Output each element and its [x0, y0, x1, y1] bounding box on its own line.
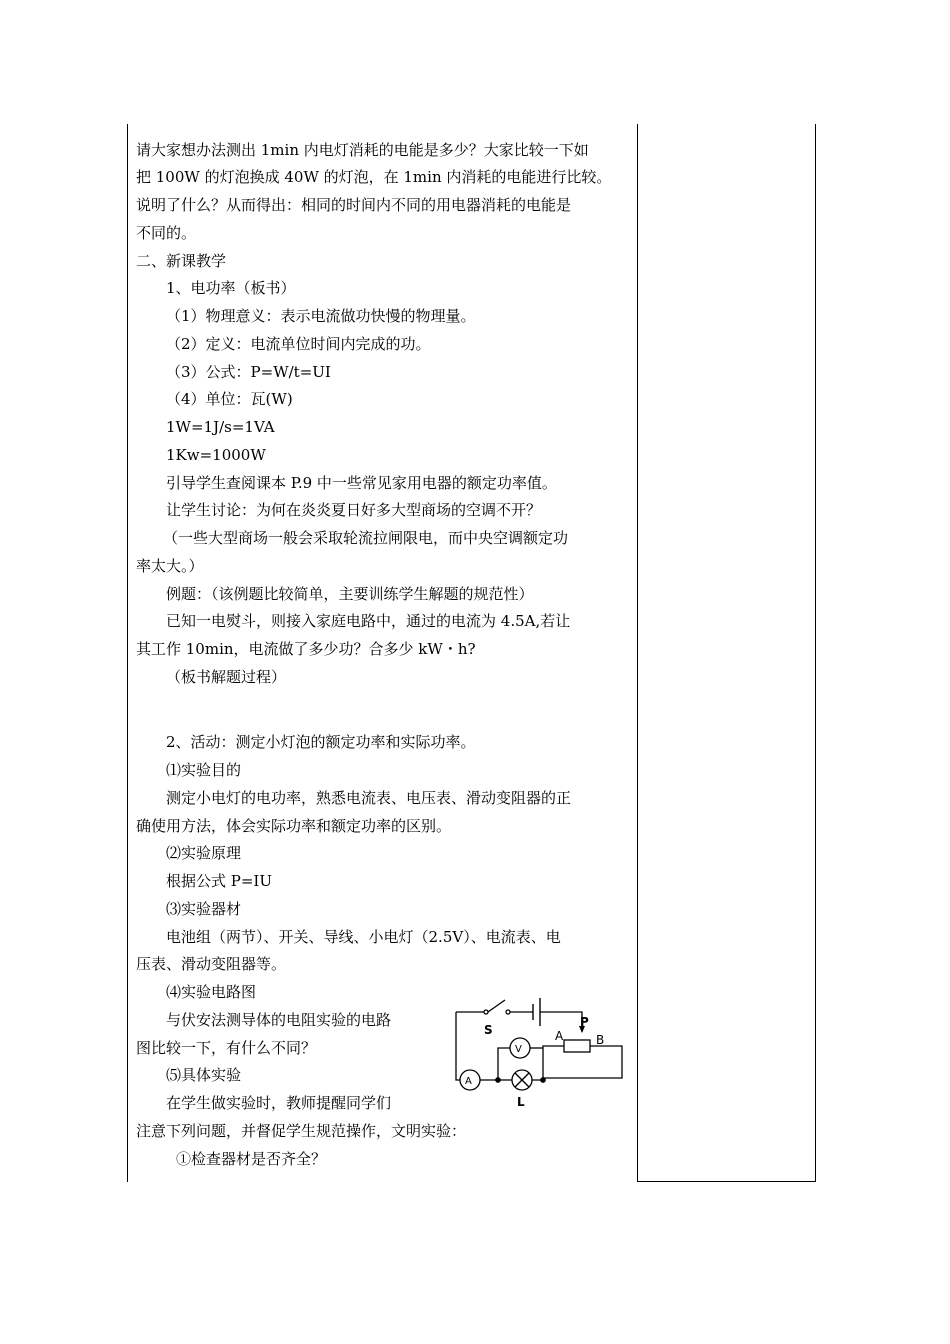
ammeter-label: A — [465, 1076, 472, 1087]
text-line: 压表、滑动变阻器等。 — [136, 955, 287, 973]
text-line: 其工作 10min，电流做了多少功？合多少 kW・h? — [136, 640, 476, 658]
text-line: 把 100W 的灯泡换成 40W 的灯泡，在 1min 内消耗的电能进行比较。 — [136, 168, 612, 186]
text-line: 1Kw=1000W — [166, 446, 266, 464]
text-line: 测定小电灯的电功率，熟悉电流表、电压表、滑动变阻器的正 — [166, 789, 572, 807]
text-line: 电池组（两节）、开关、导线、小电灯（2.5V）、电流表、电 — [166, 928, 561, 946]
text-line: ①检查器材是否齐全？ — [176, 1150, 327, 1168]
circuit-diagram — [452, 992, 632, 1110]
rheostat-end-a-label: A — [555, 1029, 564, 1043]
text-line: 不同的。 — [136, 224, 197, 242]
text-line: 请大家想办法测出 1min 内电灯消耗的电能是多少？大家比较一下如 — [136, 141, 589, 159]
text-line: （1）物理意义：表示电流做功快慢的物理量。 — [166, 307, 476, 325]
text-line: （2）定义：电流单位时间内完成的功。 — [166, 335, 431, 353]
rheostat-end-b-label: B — [596, 1033, 605, 1047]
text-line: 根据公式 P=IU — [166, 872, 272, 890]
switch-label: S — [484, 1023, 493, 1037]
text-line: 在学生做实验时，教师提醒同学们 — [166, 1094, 392, 1112]
voltmeter-label: V — [515, 1044, 522, 1055]
text-line: ⑸具体实验 — [166, 1066, 242, 1084]
text-line: （4）单位：瓦(W) — [166, 390, 293, 408]
text-line: （一些大型商场一般会采取轮流拉闸限电，而中央空调额定功 — [163, 529, 569, 547]
text-line: （3）公式：P=W/t=UI — [166, 363, 331, 381]
text-line: 率太大。） — [136, 557, 204, 575]
text-line: 1W=1J/s=1VA — [166, 418, 275, 436]
text-line: ⑶实验器材 — [166, 900, 242, 918]
subsection-heading: 1、电功率（板书） — [166, 279, 296, 297]
text-line: 说明了什么？从而得出：相同的时间内不同的用电器消耗的电能是 — [136, 196, 572, 214]
text-line: 引导学生查阅课本 P.9 中一些常见家用电器的额定功率值。 — [166, 474, 557, 492]
lamp-label: L — [517, 1095, 525, 1109]
table-right-border — [815, 124, 816, 1182]
text-line: ⑷实验电路图 — [166, 983, 257, 1001]
text-line: 例题：（该例题比较简单，主要训练学生解题的规范性） — [166, 585, 534, 603]
text-line: 确使用方法，体会实际功率和额定功率的区别。 — [136, 817, 452, 835]
table-inner-border — [637, 124, 638, 1182]
text-line: 与伏安法测导体的电阻实验的电路 — [166, 1011, 392, 1029]
table-left-border — [127, 124, 128, 1182]
text-line: ⑴实验目的 — [166, 761, 242, 779]
section-heading: 二、新课教学 — [136, 252, 227, 270]
subsection-heading: 2、活动：测定小灯泡的额定功率和实际功率。 — [166, 733, 476, 751]
text-line: ⑵实验原理 — [166, 844, 242, 862]
text-line: 图比较一下，有什么不同？ — [136, 1039, 317, 1057]
text-line: 让学生讨论：为何在炎炎夏日好多大型商场的空调不开？ — [166, 501, 542, 519]
text-line: （板书解题过程） — [166, 668, 287, 686]
slider-label: P — [580, 1015, 589, 1029]
text-line: 注意下列问题，并督促学生规范操作，文明实验： — [136, 1122, 467, 1140]
table-bottom-border — [637, 1181, 816, 1182]
text-line: 已知一电熨斗，则接入家庭电路中，通过的电流为 4.5A,若让 — [166, 612, 571, 630]
